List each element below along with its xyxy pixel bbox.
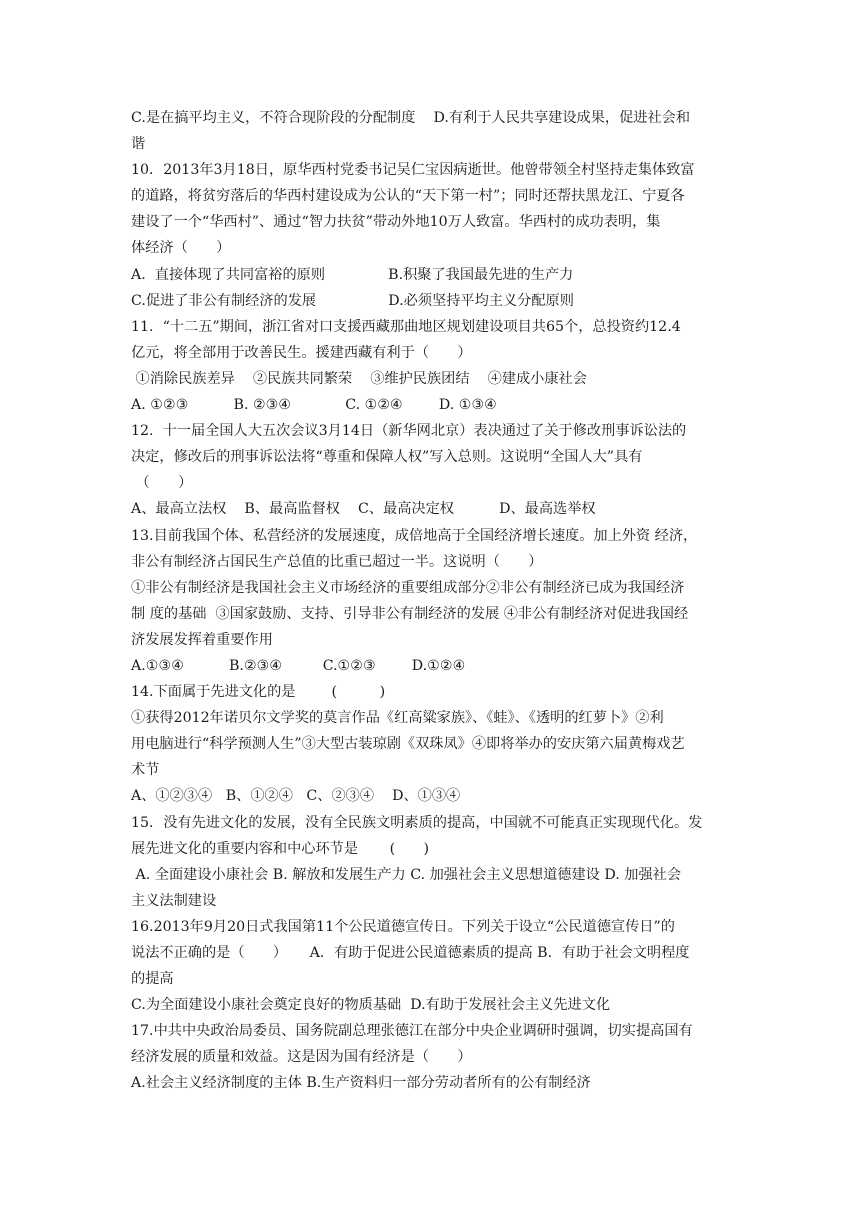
text-line: ①消除民族差异 ②民族共同繁荣 ③维护民族团结 ④建成小康社会 xyxy=(131,370,587,387)
text-line: A. 直接体现了共同富裕的原则 B.积聚了我国最先进的生产力 xyxy=(131,266,574,283)
text-line: A、最高立法权 B、最高监督权 C、最高决定权 D、最高选举权 xyxy=(131,501,596,518)
text-line: 济发展发挥着重要作用 xyxy=(131,631,273,648)
text-line: 说法不正确的是（ ） A．有助于促进公民道德素质的提高 B．有助于社会文明程度 xyxy=(131,945,690,961)
text-line: 16.2013年9月20日式我国第11个公民道德宣传日。下列关于设立“公民道德宣传日”的 xyxy=(131,918,675,935)
text-line: 非公有制经济占国民生产总值的比重已超过一半。这说明（ ） xyxy=(131,553,543,570)
text-line: A.社会主义经济制度的主体 B.生产资料归一部分劳动者所有的公有制经济 xyxy=(131,1075,591,1092)
text-line: 12. 十一届全国人大五次会议3月14日（新华网北京）表决通过了关于修改刑事诉讼法的 xyxy=(131,423,687,440)
text-line: 14.下面属于先进文化的是 ( ) xyxy=(131,684,386,701)
text-line: 用电脑进行“科学预测人生”③大型古装琼剧《双珠凤》④即将举办的安庆第六届黄梅戏艺 xyxy=(131,736,685,753)
text-line: A. 全面建设小康社会 B. 解放和发展生产力 C. 加强社会主义思想道德建设 D. 加强社会 xyxy=(131,866,682,883)
text-line: （ ） xyxy=(131,475,193,492)
text-line: 谐 xyxy=(131,136,146,153)
text-line: ①获得2012年诺贝尔文学奖的莫言作品《红高粱家族》、《蛙》、《透明的红萝卜》②利 xyxy=(131,710,664,727)
text-line: C.是在搞平均主义，不符合现阶段的分配制度 D.有利于人民共享建设成果，促进社会和 xyxy=(131,110,691,126)
text-line: 体经济（ ） xyxy=(131,240,231,257)
text-line: 的道路，将贫穷落后的华西村建设成为公认的“天下第一村”；同时还帮扶黑龙江、宁夏各 xyxy=(131,188,685,205)
text-line: 13.目前我国个体、私营经济的发展速度，成倍地高于全国经济增长速度。加上外资 经济， xyxy=(131,527,698,544)
text-line: 展先进文化的重要内容和中心环节是 ( ) xyxy=(131,840,430,857)
text-line: 15．没有先进文化的发展，没有全民族文明素质的提高，中国就不可能真正实现现代化。发 xyxy=(131,814,703,831)
text-line: 11. “十二五”期间，浙江省对口支援西藏那曲地区规划建设项目共65个，总投资约12.4 xyxy=(131,318,681,335)
document-body xyxy=(131,105,736,1097)
text-line: 制 度的基础 ③国家鼓励、支持、引导非公有制经济的发展 ④非公有制经济对促进我国经 xyxy=(131,605,689,622)
text-line: 决定，修改后的刑事诉讼法将“尊重和保障人权”写入总则。这说明“全国人大”具有 xyxy=(131,449,643,466)
text-line: C.促进了非公有制经济的发展 D.必须坚持平均主义分配原则 xyxy=(131,292,574,309)
text-line: A.①③④ B.②③④ C.①②③ D.①②④ xyxy=(131,657,466,674)
text-line: 经济发展的质量和效益。这是因为国有经济是（ ） xyxy=(131,1049,472,1066)
text-line: ①非公有制经济是我国社会主义市场经济的重要组成部分②非公有制经济已成为我国经济 xyxy=(131,579,685,596)
text-line: A. ①②③ B. ②③④ C. ①②④ D. ①③④ xyxy=(131,397,497,414)
text-line: A、①②③④ B、①②④ C、②③④ D、①③④ xyxy=(131,788,461,805)
text-line: C.为全面建设小康社会奠定良好的物质基础 D.有助于发展社会主义先进文化 xyxy=(131,997,611,1014)
text-line: 术节 xyxy=(131,762,160,779)
text-line: 亿元，将全部用于改善民生。援建西藏有利于（ ） xyxy=(131,344,472,361)
text-line: 17.中共中央政治局委员、国务院副总理张德江在部分中央企业调研时强调，切实提高国有 xyxy=(131,1023,693,1040)
text-line: 的提高 xyxy=(131,971,174,988)
text-line: 主义法制建设 xyxy=(131,892,217,909)
text-line: 10．2013年3月18日，原华西村党委书记吴仁宝因病逝世。他曾带领全村坚持走集体致富 xyxy=(131,162,695,179)
text-line: 建设了一个“华西村”、通过“智力扶贫”带动外地10万人致富。华西村的成功表明，集 xyxy=(131,214,661,231)
